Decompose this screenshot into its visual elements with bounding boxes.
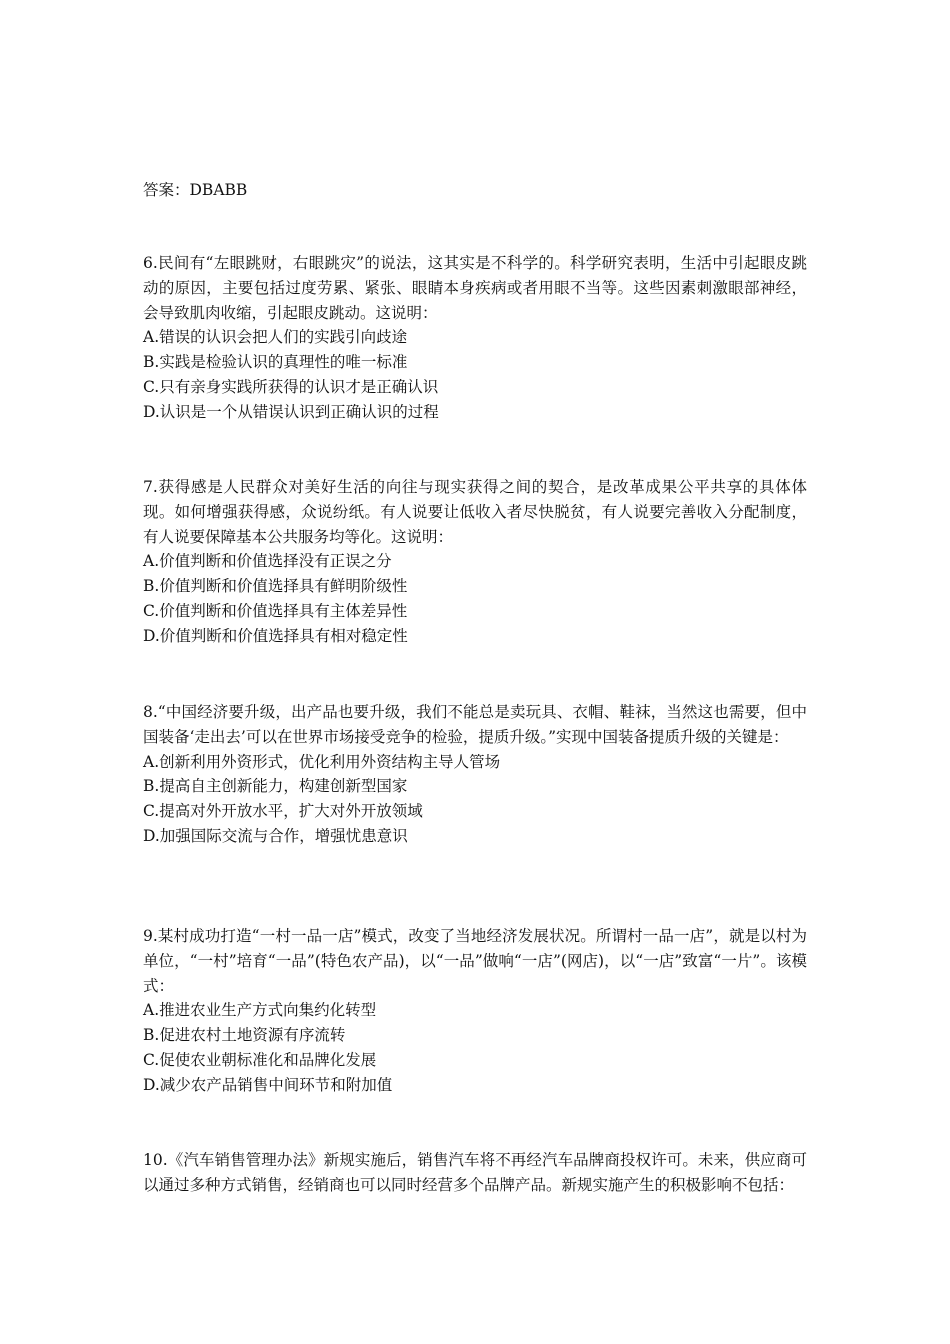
- question-stem: 8.“中国经济要升级，出产品也要升级，我们不能总是卖玩具、衣帽、鞋袜，当然这也需要，但中国装备‘走出去’可以在世界市场接受竞争的检验，提质升级。”实现中国装备提质升级的关键是：: [143, 703, 807, 746]
- option-a: A.推进农业生产方式向集约化转型: [143, 1001, 377, 1020]
- question-10: [143, 1148, 807, 1198]
- option-b: B.促进农村土地资源有序流转: [143, 1026, 346, 1045]
- option-c: C.只有亲身实践所获得的认识才是正确认识: [143, 377, 439, 396]
- option-c: C.促使农业朝标准化和品牌化发展: [143, 1050, 377, 1069]
- question-7: [143, 475, 807, 649]
- option-a: A.错误的认识会把人们的实践引向歧途: [143, 328, 408, 347]
- option-d: D.减少农产品销售中间环节和附加值: [143, 1075, 393, 1094]
- question-6: [143, 251, 807, 425]
- option-a: A.价值判断和价值选择没有正误之分: [143, 552, 392, 571]
- question-stem: 9.某村成功打造“一村一品一店”模式，改变了当地经济发展状况。所谓村一品一店”，就是以村为单位，“一村”培育“一品”(特色农产品)，以“一品”做响“一店”(网店)，以“一店”致富“一片”。该模式：: [143, 927, 807, 995]
- answer-line: 答案：DBABB: [143, 181, 248, 199]
- option-d: D.认识是一个从错误认识到正确认识的过程: [143, 402, 439, 421]
- question-stem: 6.民间有“左眼跳财，右眼跳灾”的说法，这其实是不科学的。科学研究表明，生活中引起眼皮跳动的原因，主要包括过度劳累、紧张、眼睛本身疾病或者用眼不当等。这些因素刺激眼部神经，会导致肌肉收缩，引起眼皮跳动。这说明：: [143, 254, 807, 322]
- option-a: A.创新利用外资形式，优化利用外资结构主导人管场: [143, 752, 501, 771]
- option-c: C.价值判断和价值选择具有主体差异性: [143, 601, 408, 620]
- option-d: D.加强国际交流与合作，增强忧患意识: [143, 826, 408, 845]
- option-d: D.价值判断和价值选择具有相对稳定性: [143, 626, 408, 645]
- question-stem: 7.获得感是人民群众对美好生活的向往与现实获得之间的契合，是改革成果公平共享的具体体现。如何增强获得感，众说纷纸。有人说要让低收入者尽快脱贫，有人说要完善收入分配制度，有人说要保障基本公共服务均等化。这说明：: [143, 478, 807, 546]
- question-9: [143, 924, 807, 1098]
- option-b: B.价值判断和价值选择具有鲜明阶级性: [143, 577, 408, 596]
- question-8: [143, 700, 807, 849]
- option-b: B.实践是检验认识的真理性的唯一标准: [143, 353, 408, 372]
- question-stem: 10.《汽车销售管理办法》新规实施后，销售汽车将不再经汽车品牌商投权许可。未来，供应商可以通过多种方式销售，经销商也可以同时经营多个品牌产品。新规实施产生的积极影响不包括：: [143, 1151, 807, 1194]
- option-c: C.提高对外开放水平，扩大对外开放领域: [143, 802, 423, 821]
- option-b: B.提高自主创新能力，构建创新型国家: [143, 777, 408, 796]
